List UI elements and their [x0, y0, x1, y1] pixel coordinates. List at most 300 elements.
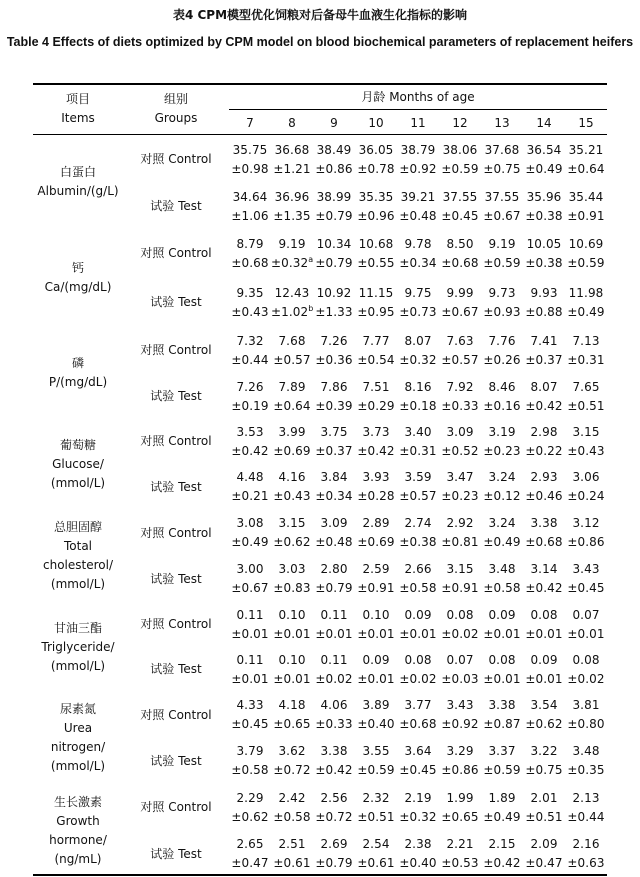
value-cell: [397, 229, 439, 278]
sd-value: [397, 625, 439, 644]
bottom-rule: [33, 874, 607, 876]
table-row: [33, 692, 607, 738]
sd-text: ±0.92: [399, 161, 437, 176]
sd-text: ±0.49: [525, 161, 563, 176]
sd-value: [397, 808, 439, 827]
mean-value: 3.48: [488, 562, 516, 576]
sd-value: [313, 303, 355, 322]
mean-value: 7.92: [446, 379, 474, 394]
sd-text: ±0.01: [357, 671, 395, 686]
mean-value: 9.19: [278, 236, 306, 251]
mean-value: 3.00: [236, 562, 264, 576]
value-cell: [565, 278, 607, 327]
value-cell: [523, 229, 565, 278]
group-test-label: 试验 Test: [150, 571, 202, 586]
sd-text: ±0.54: [357, 352, 395, 367]
header-month-11: 11: [410, 116, 426, 130]
value-cell: [481, 556, 523, 602]
value-cell: [271, 184, 313, 229]
value-cell: [481, 327, 523, 374]
value-cell: [313, 647, 355, 692]
value-cell: [523, 692, 565, 738]
sd-text: ±0.34: [315, 489, 353, 503]
mean-value: 3.06: [572, 470, 600, 484]
sd-text: ±0.02: [567, 671, 605, 686]
value-cell: [481, 510, 523, 556]
header-month-15: 15: [578, 116, 594, 130]
sd-value: [397, 442, 439, 461]
header-month-7: 7: [246, 116, 254, 130]
sd-value: [481, 303, 523, 322]
sd-value: [271, 487, 313, 506]
significance-superscript: b: [308, 303, 314, 313]
sd-text: ±0.75: [483, 161, 521, 176]
sd-value: [313, 761, 355, 780]
value-cell: [229, 278, 271, 327]
sd-text: ±1.02: [271, 304, 309, 319]
mean-value: 36.54: [526, 142, 562, 157]
sd-value: [355, 715, 397, 734]
sd-text: ±0.73: [399, 304, 437, 319]
mean-value: 3.62: [278, 744, 306, 758]
value-cell: [439, 692, 481, 738]
sd-text: ±0.35: [567, 763, 605, 777]
sd-value: [271, 854, 313, 873]
mean-value: 2.93: [530, 470, 558, 484]
sd-text: ±0.40: [399, 856, 437, 870]
sd-value: [313, 854, 355, 873]
sd-value: [229, 397, 271, 416]
mean-value: 3.64: [404, 744, 432, 758]
sd-value: [565, 351, 607, 370]
sd-text: ±0.91: [357, 581, 395, 595]
mean-value: 35.21: [568, 142, 604, 157]
value-cell: [313, 602, 355, 647]
sd-value: [355, 397, 397, 416]
mean-value: 0.09: [530, 652, 558, 667]
value-cell: [271, 419, 313, 464]
value-cell: [313, 327, 355, 374]
sd-value: [271, 761, 313, 780]
mean-value: 7.77: [362, 333, 390, 348]
value-cell: [355, 602, 397, 647]
sd-text: ±0.42: [525, 581, 563, 595]
value-cell: [565, 464, 607, 510]
sd-text: ±0.91: [567, 208, 605, 223]
value-cell: [271, 135, 313, 184]
value-cell: [397, 831, 439, 877]
sd-text: ±0.57: [273, 352, 311, 367]
value-cell: [523, 647, 565, 692]
value-cell: [439, 510, 481, 556]
mean-value: 0.08: [488, 652, 516, 667]
mean-value: 0.08: [404, 652, 432, 667]
value-cell: [355, 374, 397, 419]
sd-value: [439, 351, 481, 370]
header-month-13: 13: [494, 116, 510, 130]
value-cell: [565, 229, 607, 278]
value-cell: [565, 419, 607, 464]
mean-value: 0.08: [572, 652, 600, 667]
mean-value: 38.79: [400, 142, 436, 157]
mean-value: 38.49: [316, 142, 352, 157]
header-item: [33, 90, 123, 128]
mean-value: 2.65: [236, 837, 264, 851]
indicator-label: (mmol/L): [50, 658, 106, 673]
mean-value: 8.07: [404, 333, 432, 348]
sd-value: [439, 207, 481, 226]
sd-text: ±0.49: [483, 809, 521, 824]
sd-text: ±0.68: [441, 255, 479, 270]
sd-text: ±0.93: [483, 304, 521, 319]
value-cell: [397, 602, 439, 647]
indicator-label: Albumin/(g/L): [37, 184, 119, 198]
mean-value: 2.92: [446, 516, 474, 530]
sd-value: [313, 207, 355, 226]
mean-value: 2.01: [530, 790, 558, 805]
sd-value: [313, 533, 355, 552]
value-cell: [523, 184, 565, 229]
mean-value: 3.59: [404, 470, 432, 484]
sd-text: ±0.32: [399, 809, 437, 824]
sd-text: ±0.38: [525, 255, 563, 270]
mean-value: 35.96: [526, 189, 562, 204]
sd-value: [523, 579, 565, 598]
sd-text: ±0.32: [271, 255, 309, 270]
sd-value: [229, 533, 271, 552]
table-row: [33, 135, 607, 184]
value-cell: [481, 135, 523, 184]
sd-text: ±0.88: [525, 304, 563, 319]
mean-value: 0.09: [488, 607, 516, 622]
mean-value: 10.05: [526, 236, 562, 251]
sd-value: [229, 761, 271, 780]
mean-value: 36.68: [274, 142, 310, 157]
sd-text: ±0.37: [315, 443, 353, 458]
mean-value: 0.07: [572, 607, 600, 622]
sd-text: ±0.61: [357, 856, 395, 870]
value-cell: [271, 692, 313, 738]
value-cell: [397, 374, 439, 419]
mean-value: 0.09: [404, 607, 432, 622]
sd-value: [355, 761, 397, 780]
sd-value: [439, 808, 481, 827]
value-cell: [397, 184, 439, 229]
value-cell: [313, 278, 355, 327]
indicator-label: 总胆固醇: [53, 520, 102, 534]
sd-text: ±0.43: [567, 443, 605, 458]
value-cell: [481, 831, 523, 877]
indicator-label: 钙: [71, 261, 84, 275]
value-cell: [355, 831, 397, 877]
mean-value: 2.51: [278, 837, 306, 851]
mean-value: 39.21: [400, 189, 436, 204]
table-title-en: Table 4 Effects of diets optimized by CPM model on blood biochemical parameters of replacement heifers: [6, 35, 634, 49]
indicator-label: Total: [63, 539, 93, 553]
sd-value: [439, 397, 481, 416]
sd-value: [229, 303, 271, 322]
value-cell: [355, 135, 397, 184]
mean-value: 3.43: [446, 698, 474, 712]
indicator-label: nitrogen/: [50, 740, 106, 754]
sd-text: ±0.96: [357, 208, 395, 223]
sd-text: ±0.02: [315, 671, 353, 686]
sd-value: [229, 487, 271, 506]
group-control-label: 对照 Control: [140, 246, 212, 260]
value-cell: [313, 556, 355, 602]
mean-value: 3.08: [236, 516, 264, 530]
sd-text: ±0.42: [525, 398, 563, 413]
value-cell: [481, 464, 523, 510]
mean-value: 0.11: [236, 607, 264, 622]
value-cell: [397, 464, 439, 510]
value-cell: [565, 647, 607, 692]
table-row: [33, 327, 607, 374]
mean-value: 3.22: [530, 744, 558, 758]
sd-value: [565, 303, 607, 322]
value-cell: [565, 184, 607, 229]
value-cell: [523, 135, 565, 184]
mean-value: 2.54: [362, 837, 390, 851]
sd-value: [481, 625, 523, 644]
indicator-label: Glucose/: [52, 457, 104, 471]
mean-value: 3.19: [488, 424, 516, 439]
sd-value: [271, 808, 313, 827]
indicator-cell: [33, 692, 123, 784]
value-cell: [439, 784, 481, 831]
mean-value: 2.56: [320, 790, 348, 805]
sd-text: ±0.01: [231, 626, 269, 641]
sd-text: ±0.03: [441, 671, 479, 686]
value-cell: [439, 738, 481, 784]
mean-value: 4.48: [236, 470, 264, 484]
sd-text: ±0.58: [231, 763, 269, 777]
indicator-label: (mmol/L): [50, 577, 106, 591]
sd-value: [523, 808, 565, 827]
sd-text: ±1.33: [315, 304, 353, 319]
value-cell: [229, 692, 271, 738]
mean-value: 3.75: [320, 424, 348, 439]
sd-text: ±0.95: [357, 304, 395, 319]
header-month-9: 9: [330, 116, 338, 130]
value-cell: [271, 784, 313, 831]
table-row: [33, 784, 607, 831]
sd-value: [397, 670, 439, 689]
value-cell: [313, 229, 355, 278]
sd-text: ±0.01: [273, 671, 311, 686]
value-cell: [481, 784, 523, 831]
sd-text: ±0.57: [441, 352, 479, 367]
sd-text: ±0.59: [567, 255, 605, 270]
sd-text: ±0.86: [315, 161, 353, 176]
mean-value: 0.09: [362, 652, 390, 667]
mean-value: 3.99: [278, 424, 306, 439]
mean-value: 9.75: [404, 285, 432, 300]
sd-text: ±0.83: [273, 581, 311, 595]
value-cell: [313, 738, 355, 784]
sd-text: ±0.22: [525, 443, 563, 458]
group-control-label: 对照 Control: [140, 152, 212, 166]
value-cell: [481, 419, 523, 464]
mean-value: 12.43: [274, 285, 310, 300]
sd-text: ±0.55: [357, 255, 395, 270]
sd-value: [229, 670, 271, 689]
indicator-label: (ng/mL): [54, 851, 102, 866]
sd-value: [439, 254, 481, 273]
value-cell: [439, 647, 481, 692]
value-cell: [229, 831, 271, 877]
value-cell: [229, 510, 271, 556]
sd-text: ±0.46: [525, 489, 563, 503]
sd-text: ±0.86: [441, 763, 479, 777]
mean-value: 3.12: [572, 516, 600, 530]
sd-text: ±0.68: [399, 717, 437, 731]
value-cell: [229, 419, 271, 464]
mean-value: 0.10: [362, 607, 390, 622]
indicator-cell: [33, 510, 123, 602]
mean-value: 2.38: [404, 837, 432, 851]
indicator-cell: [33, 135, 123, 229]
value-cell: [355, 784, 397, 831]
group-test-label: 试验 Test: [150, 753, 202, 768]
sd-value: [271, 625, 313, 644]
sd-text: ±0.33: [315, 717, 353, 731]
value-cell: [355, 278, 397, 327]
mean-value: 7.32: [236, 333, 264, 348]
sd-text: ±0.45: [231, 717, 269, 731]
sd-text: ±0.16: [483, 398, 521, 413]
indicator-cell: [33, 419, 123, 510]
mean-value: 38.06: [442, 142, 478, 157]
sd-value: [481, 351, 523, 370]
sd-value: [229, 579, 271, 598]
mean-value: 10.69: [568, 236, 604, 251]
sd-value: [481, 160, 523, 179]
value-cell: [355, 510, 397, 556]
value-cell: [313, 464, 355, 510]
sd-value: [271, 579, 313, 598]
sd-text: ±0.62: [525, 717, 563, 731]
sd-value: [313, 397, 355, 416]
value-cell: [229, 135, 271, 184]
sd-text: ±0.67: [483, 208, 521, 223]
mean-value: 9.93: [530, 285, 558, 300]
value-cell: [313, 184, 355, 229]
sd-text: ±0.40: [357, 717, 395, 731]
mean-value: 10.68: [358, 236, 394, 251]
group-test-label: 试验 Test: [150, 295, 202, 309]
sd-text: ±0.72: [273, 763, 311, 777]
header-item-cn: 项目: [65, 92, 90, 106]
sd-text: ±0.59: [483, 255, 521, 270]
mean-value: 35.44: [568, 189, 604, 204]
mean-value: 7.89: [278, 379, 306, 394]
header-month-14: 14: [536, 116, 552, 130]
sd-text: ±0.62: [273, 535, 311, 549]
value-cell: [481, 602, 523, 647]
indicator-cell: [33, 229, 123, 327]
indicator-label: 磷: [71, 356, 84, 370]
mean-value: 2.98: [530, 424, 558, 439]
sd-value: [355, 625, 397, 644]
mean-value: 38.99: [316, 189, 352, 204]
sd-text: ±0.51: [567, 398, 605, 413]
value-cell: [439, 278, 481, 327]
value-cell: [271, 278, 313, 327]
value-cell: [397, 738, 439, 784]
sd-value: [439, 761, 481, 780]
significance-superscript: a: [308, 254, 314, 264]
value-cell: [229, 738, 271, 784]
sd-text: ±0.51: [357, 809, 395, 824]
value-cell: [481, 738, 523, 784]
sd-value: [481, 397, 523, 416]
sd-value: [565, 254, 607, 273]
sd-text: ±0.42: [231, 443, 269, 458]
sd-value: [397, 715, 439, 734]
sd-text: ±0.58: [483, 581, 521, 595]
mean-value: 7.76: [488, 333, 516, 348]
sd-text: ±0.48: [399, 208, 437, 223]
sd-text: ±0.58: [273, 809, 311, 824]
mean-value: 7.13: [572, 333, 600, 348]
sd-value: [523, 397, 565, 416]
mean-value: 2.80: [320, 562, 348, 576]
value-cell: [481, 278, 523, 327]
sd-text: ±0.80: [567, 717, 605, 731]
indicator-label: Urea: [63, 721, 93, 735]
header-group: [123, 90, 229, 128]
sd-value: [271, 254, 313, 273]
sd-value: [565, 579, 607, 598]
sd-value: [523, 207, 565, 226]
sd-value: [481, 579, 523, 598]
mean-value: 0.11: [320, 652, 348, 667]
sd-value: [313, 670, 355, 689]
sd-text: ±0.61: [273, 856, 311, 870]
sd-text: ±0.01: [483, 671, 521, 686]
sd-value: [397, 761, 439, 780]
value-cell: [397, 647, 439, 692]
mean-value: 7.26: [320, 333, 348, 348]
mean-value: 3.73: [362, 424, 390, 439]
mean-value: 1.99: [446, 790, 474, 805]
value-cell: [229, 327, 271, 374]
value-cell: [229, 784, 271, 831]
value-cell: [523, 327, 565, 374]
sd-value: [397, 487, 439, 506]
sd-text: ±0.42: [315, 763, 353, 777]
mean-value: 2.16: [572, 837, 600, 851]
sd-text: ±0.23: [483, 443, 521, 458]
sd-text: ±0.62: [231, 809, 269, 824]
sd-value: [565, 715, 607, 734]
sd-value: [439, 670, 481, 689]
sd-value: [313, 351, 355, 370]
value-cell: [355, 647, 397, 692]
sd-text: ±0.59: [441, 161, 479, 176]
sd-text: ±0.18: [399, 398, 437, 413]
group-control-label: 对照 Control: [140, 525, 212, 540]
value-cell: [481, 184, 523, 229]
mean-value: 7.86: [320, 379, 348, 394]
sd-value: [313, 160, 355, 179]
sd-text: ±0.38: [399, 535, 437, 549]
sd-value: [229, 351, 271, 370]
sd-value: [481, 207, 523, 226]
sd-value: [565, 397, 607, 416]
sd-value: [439, 160, 481, 179]
